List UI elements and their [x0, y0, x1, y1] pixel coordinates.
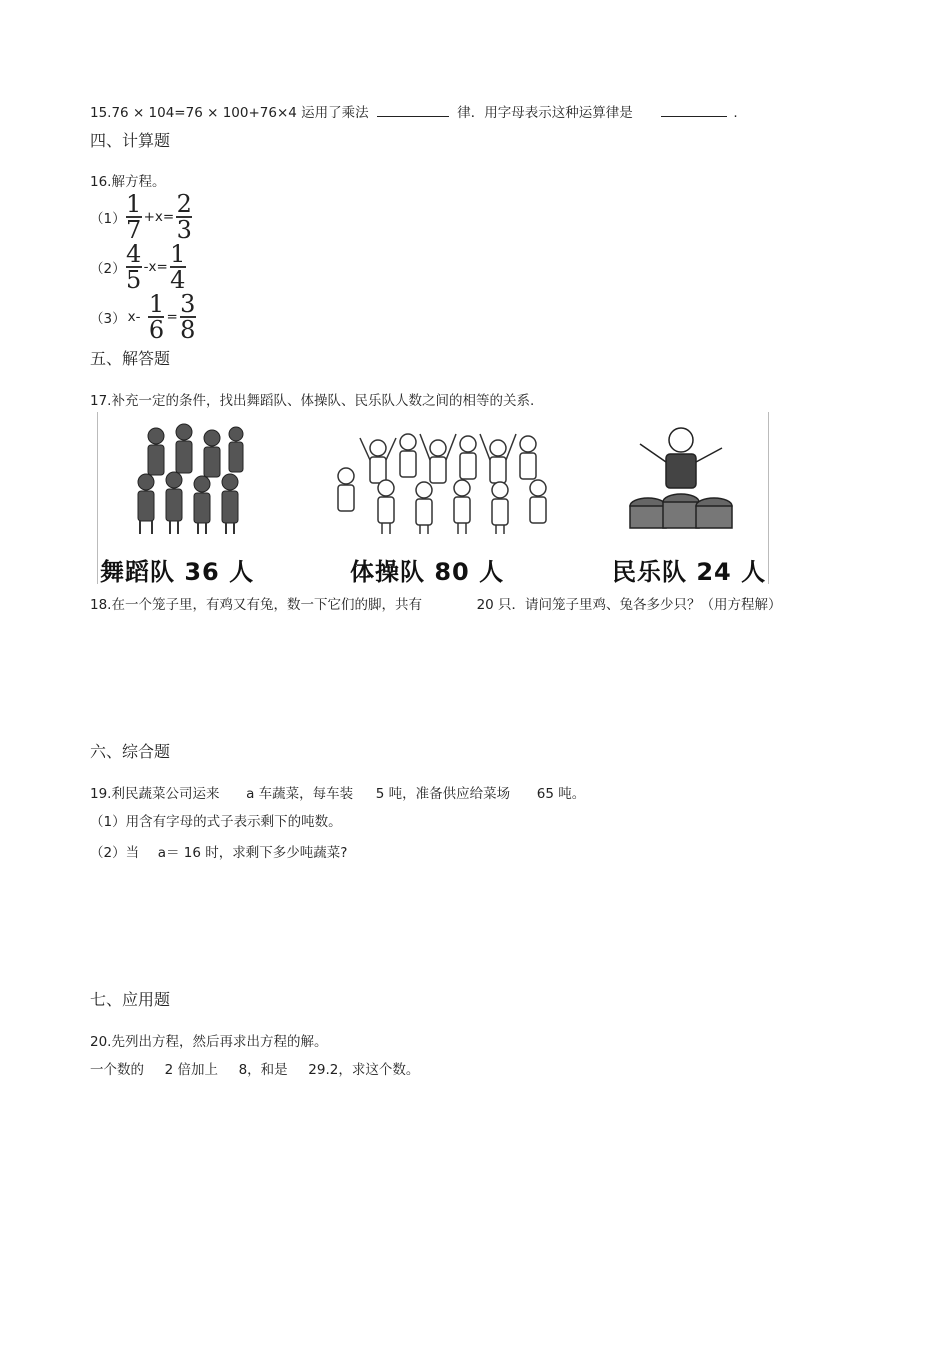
eq3-fraction-left	[148, 290, 165, 344]
q15-blank-2[interactable]	[661, 102, 727, 117]
eq3-denominator-left: 6	[148, 316, 165, 344]
eq1-operator: +x=	[143, 209, 175, 225]
q19-part3: 5 吨，准备供应给菜场	[375, 786, 511, 802]
eq1-numerator-right: 2	[176, 190, 192, 218]
caption-dance: 舞蹈队 36 人	[100, 558, 255, 586]
eq1-fraction-right	[176, 190, 192, 244]
question-20-title: 20.先列出方程，然后再求出方程的解。	[90, 1034, 328, 1050]
eq3-numerator-left: 1	[148, 290, 165, 318]
eq3-denominator-right: 8	[180, 316, 196, 344]
folk-band-illustration	[626, 418, 736, 538]
eq1-denominator-right: 3	[176, 216, 192, 244]
eq2-operator: -x=	[143, 259, 168, 275]
eq3-fraction-right	[180, 290, 196, 344]
q20-p4: 29.2，求这个数。	[308, 1062, 420, 1078]
question-19	[90, 782, 585, 802]
q18-part2: 20 只．请问笼子里鸡、兔各多少只？（用方程解）	[476, 597, 782, 613]
dance-group-illustration	[126, 418, 256, 538]
q19-part1: 19.利民蔬菜公司运来	[90, 786, 220, 802]
eq3-prefix: x-	[127, 309, 141, 325]
section-heading-6: 六、综合题	[90, 742, 171, 761]
equation-1	[90, 190, 192, 244]
q15-end: .	[733, 105, 738, 121]
eq1-numerator-left: 1	[125, 190, 142, 218]
question-18	[90, 593, 782, 613]
q19-sub2-text: a＝ 16 时，求剩下多少吨蔬菜?	[157, 845, 348, 861]
q15-stem: 15.76 × 104=76 × 100+76×4 运用了乘法	[90, 105, 369, 121]
section-heading-7: 七、应用题	[90, 990, 171, 1009]
question-20-body	[90, 1058, 419, 1078]
eq2-denominator-left: 5	[125, 266, 142, 294]
q19-sub2-label: （2）当	[90, 845, 140, 861]
gymnastics-group-illustration	[326, 418, 566, 538]
eq3-operator: =	[166, 309, 178, 325]
eq2-numerator-right: 1	[170, 240, 186, 268]
q19-subquestion-2	[90, 841, 347, 861]
eq2-fraction-left	[125, 240, 142, 294]
eq1-fraction-left	[125, 190, 142, 244]
eq1-label: （1）	[90, 211, 126, 227]
q15-blank-1[interactable]	[377, 102, 449, 117]
eq3-label: （3）	[90, 311, 126, 327]
q20-p1: 一个数的	[90, 1062, 144, 1078]
eq1-denominator-left: 7	[125, 216, 142, 244]
equation-3	[90, 290, 196, 344]
eq3-numerator-right: 3	[180, 290, 196, 318]
eq2-fraction-right	[170, 240, 186, 294]
q19-subquestion-1: （1）用含有字母的式子表示剩下的吨数。	[90, 814, 342, 830]
caption-gymnastics: 体操队 80 人	[350, 558, 505, 586]
q15-mid: 律．用字母表示这种运算律是	[457, 105, 633, 121]
section-heading-4: 四、计算题	[90, 131, 171, 150]
question-17-title: 17.补充一定的条件，找出舞蹈队、体操队、民乐队人数之间的相等的关系.	[90, 393, 535, 409]
q20-p2: 2 倍加上	[164, 1062, 218, 1078]
q17-figure	[97, 412, 769, 584]
caption-folk-band: 民乐队 24 人	[612, 558, 767, 586]
eq2-numerator-left: 4	[125, 240, 142, 268]
question-16-title: 16.解方程。	[90, 174, 166, 190]
q19-part4: 65 吨。	[536, 786, 586, 802]
eq2-label: （2）	[90, 261, 126, 277]
question-15	[90, 101, 738, 121]
section-heading-5: 五、解答题	[90, 349, 171, 368]
q18-part1: 18.在一个笼子里，有鸡又有兔，数一下它们的脚，共有	[90, 597, 422, 613]
equation-2	[90, 240, 186, 294]
q19-part2: a 车蔬菜，每车装	[246, 786, 354, 802]
q20-p3: 8，和是	[238, 1062, 288, 1078]
eq2-denominator-right: 4	[170, 266, 186, 294]
